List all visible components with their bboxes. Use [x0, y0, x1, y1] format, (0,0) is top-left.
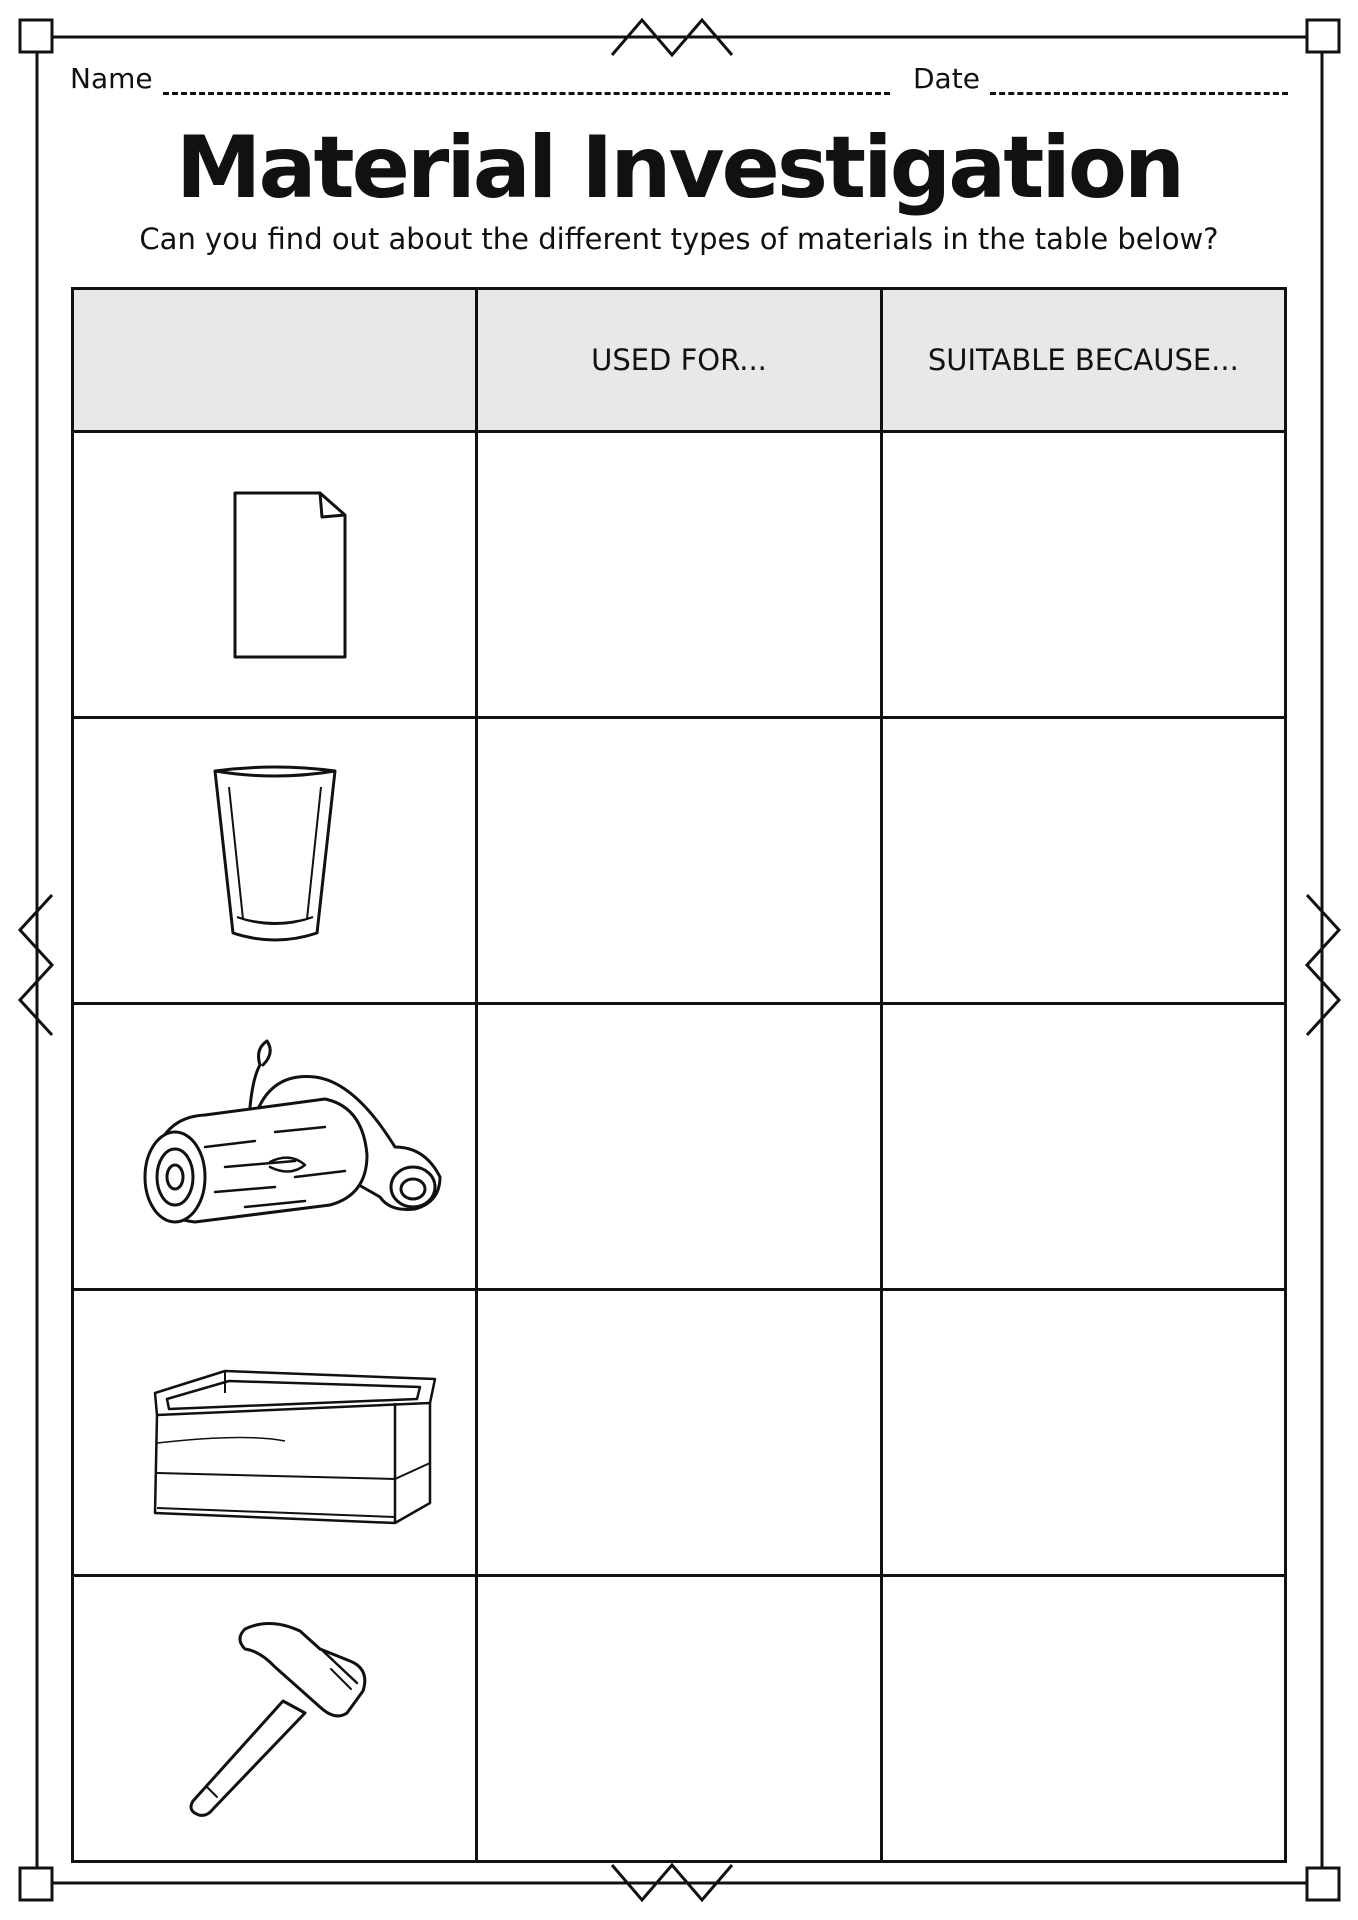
material-cell: [73, 718, 477, 1004]
column-header-used-for: USED FOR...: [477, 289, 881, 432]
materials-table: [71, 287, 1287, 1863]
material-cell: [73, 1576, 477, 1862]
plastic-box-icon: [95, 1323, 455, 1543]
suitable-because-cell[interactable]: [881, 1290, 1285, 1576]
paper-icon: [95, 465, 455, 685]
table-row: [73, 1004, 1286, 1290]
wood-logs-icon: [95, 1037, 455, 1257]
suitable-because-cell[interactable]: [881, 432, 1285, 718]
table-row: [73, 1576, 1286, 1862]
suitable-because-cell[interactable]: [881, 1004, 1285, 1290]
used-for-cell[interactable]: [477, 432, 881, 718]
column-header-material: [73, 289, 477, 432]
used-for-cell[interactable]: [477, 1290, 881, 1576]
table-row: [73, 1290, 1286, 1576]
material-cell: [73, 1290, 477, 1576]
hammer-icon: [95, 1609, 455, 1829]
date-field[interactable]: [913, 62, 1288, 95]
date-label: Date: [913, 62, 980, 95]
page-subtitle: Can you find out about the different types of materials in the table below?: [139, 222, 1219, 256]
used-for-cell[interactable]: [477, 1576, 881, 1862]
name-field[interactable]: [70, 62, 890, 95]
glass-icon: [95, 751, 455, 971]
table-header-row: [73, 289, 1286, 432]
used-for-cell[interactable]: [477, 1004, 881, 1290]
page-title: Material Investigation: [175, 118, 1183, 218]
suitable-because-cell[interactable]: [881, 1576, 1285, 1862]
material-cell: [73, 1004, 477, 1290]
date-blank[interactable]: [990, 62, 1288, 95]
table-row: [73, 432, 1286, 718]
table-row: [73, 718, 1286, 1004]
used-for-cell[interactable]: [477, 718, 881, 1004]
material-cell: [73, 432, 477, 718]
name-label: Name: [70, 62, 153, 95]
suitable-because-cell[interactable]: [881, 718, 1285, 1004]
name-blank[interactable]: [163, 62, 890, 95]
column-header-suitable-because: SUITABLE BECAUSE...: [881, 289, 1285, 432]
